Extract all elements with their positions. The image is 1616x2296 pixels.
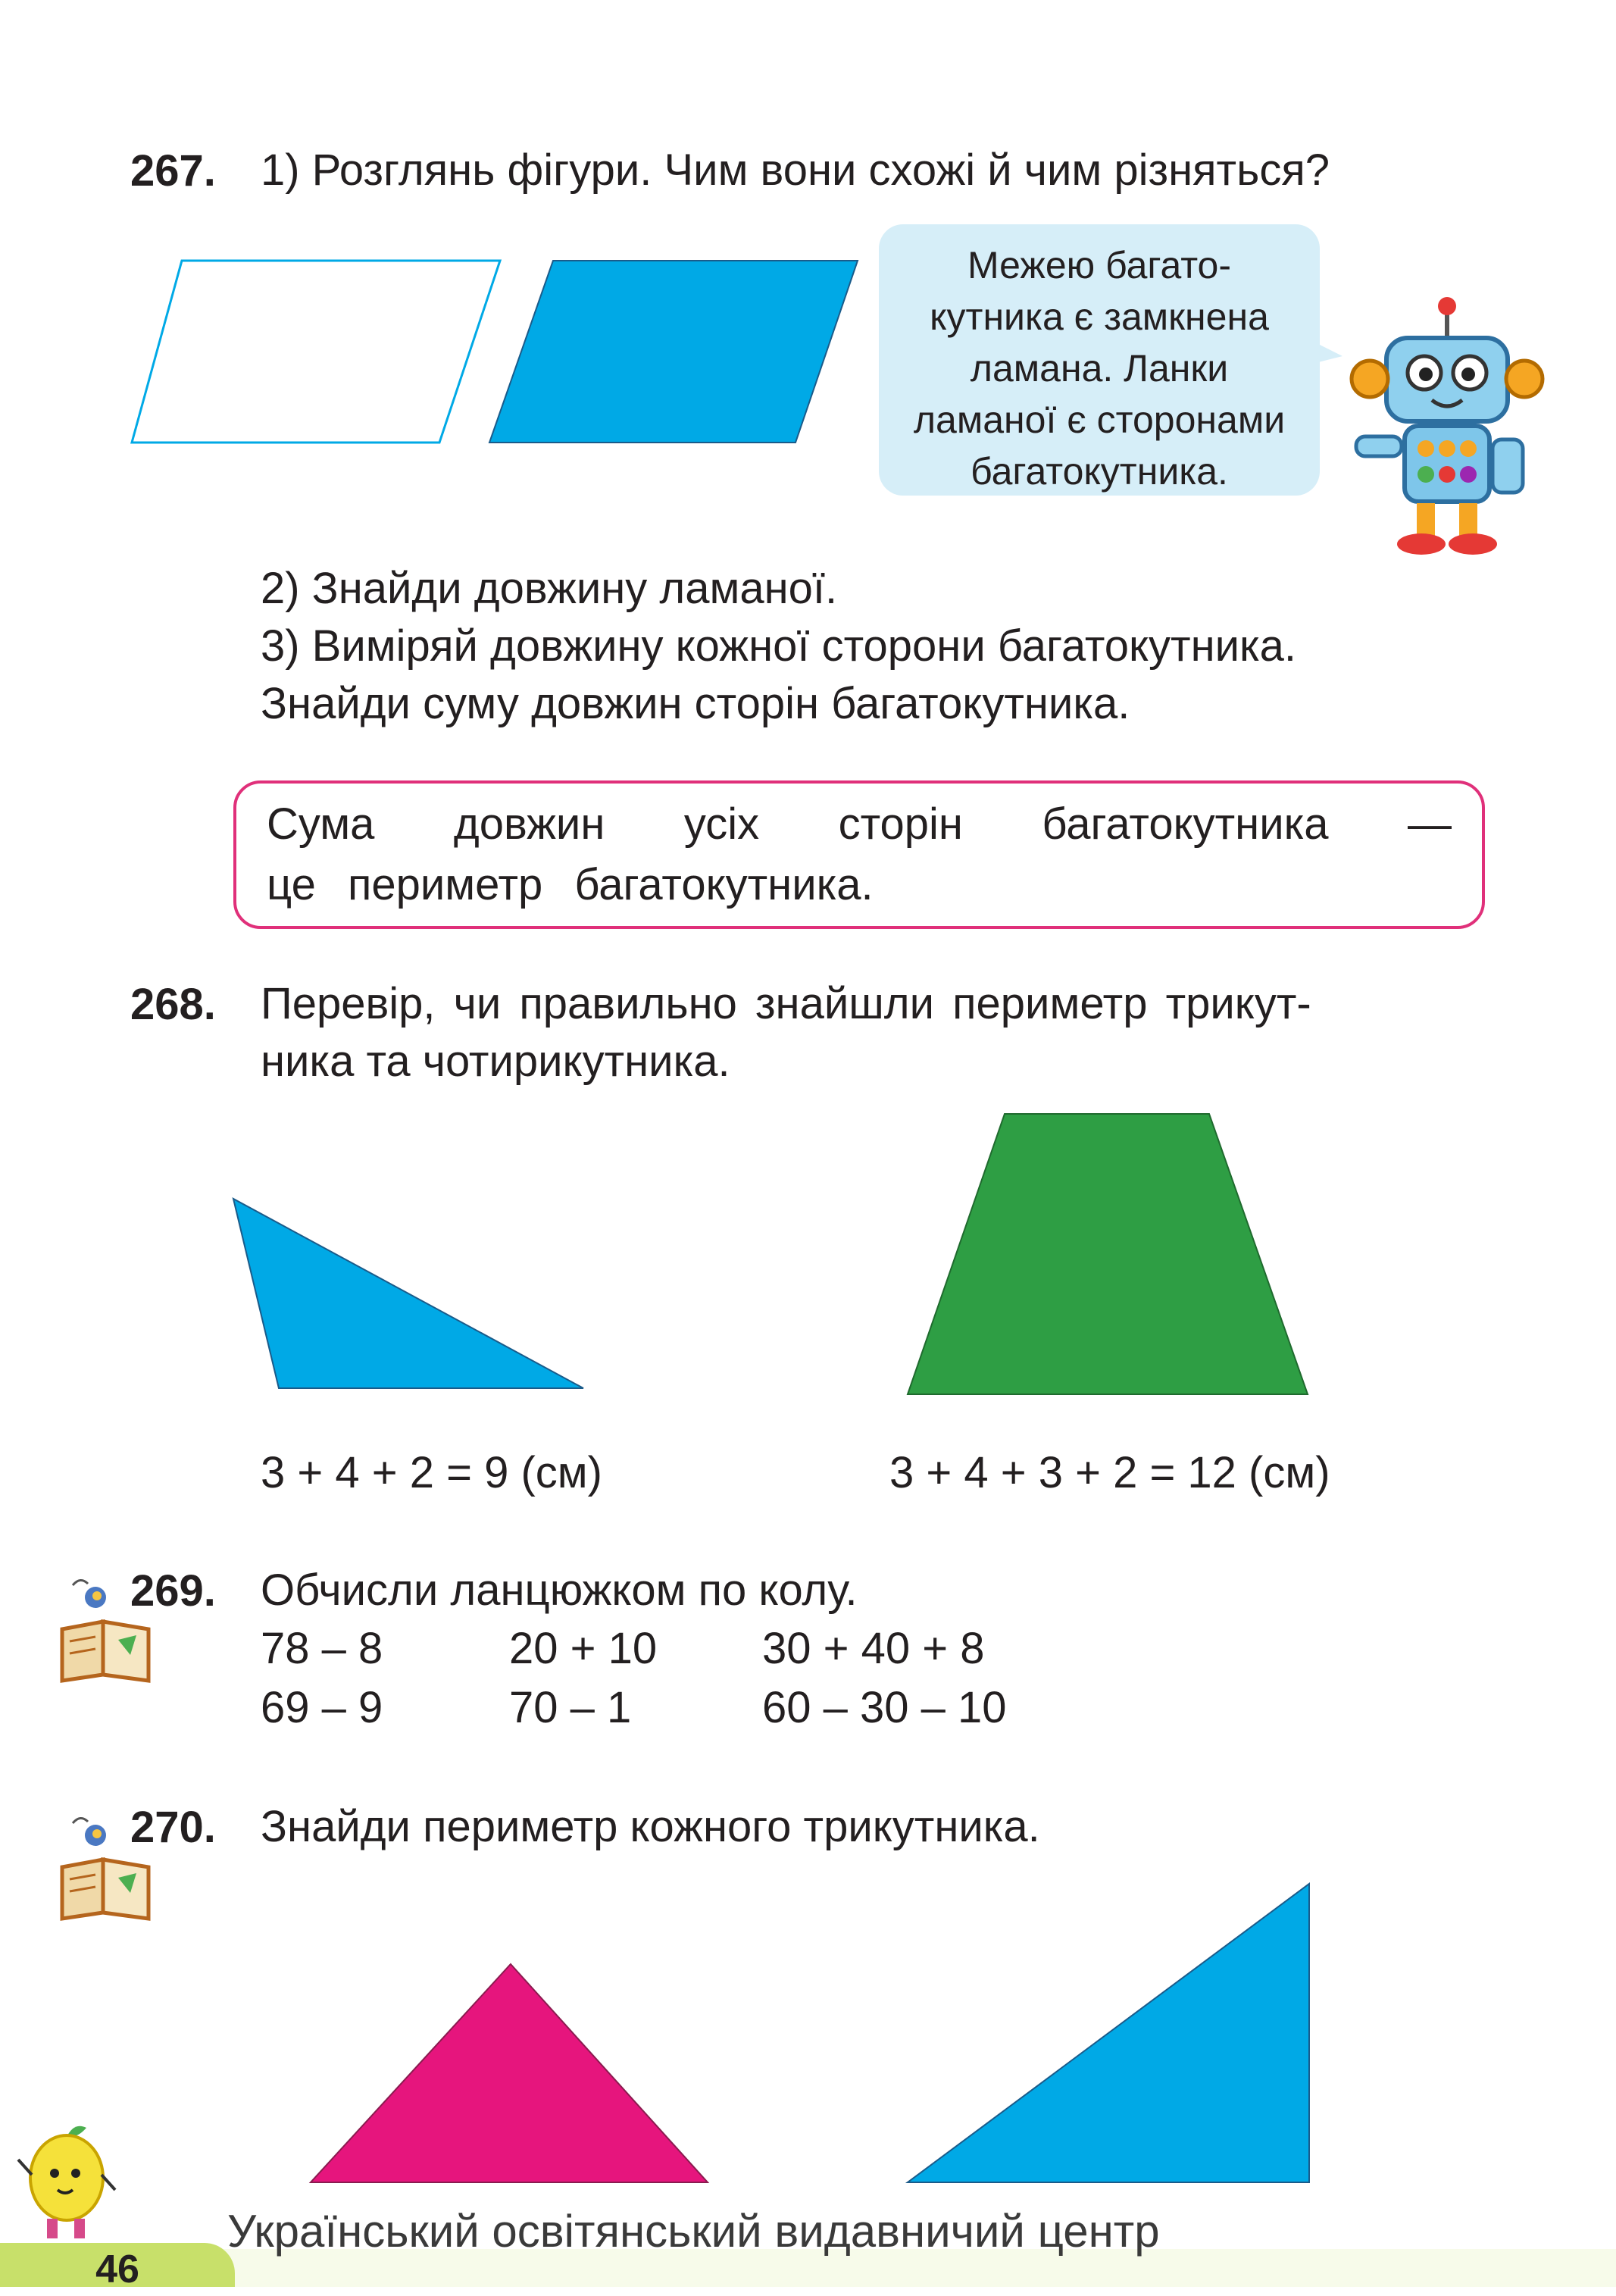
ex270-title: Знайди периметр кожного трикутника. — [261, 1802, 1040, 1851]
blue-right-triangle — [908, 1884, 1309, 2182]
ex268-line1: Перевір, чи правильно знайшли периметр трикут- — [261, 979, 1311, 1028]
exercise-number-268: 268. — [130, 980, 216, 1029]
magenta-triangle — [311, 1964, 708, 2182]
exercise-number-270: 270. — [130, 1803, 216, 1852]
chain-expr-6: 60 – 30 – 10 — [762, 1683, 1007, 1732]
quad-perimeter-calc: 3 + 4 + 3 + 2 = 12 (см) — [889, 1448, 1330, 1497]
ex269-title: Обчисли ланцюжком по колу. — [261, 1566, 858, 1615]
definition-word: сторін — [838, 799, 963, 849]
definition-box — [233, 780, 1485, 929]
ex267-task3-line1: 3) Виміряй довжину кожної сторони багатокутника. — [261, 621, 1297, 671]
lemon-mascot-icon — [14, 2122, 120, 2243]
bubble-line-3: ламана. Ланки — [970, 347, 1229, 389]
chain-expr-4: 69 – 9 — [261, 1683, 383, 1732]
definition-word: — — [1407, 799, 1452, 849]
bubble-tail-icon — [1312, 333, 1342, 371]
robot-illustration — [1341, 288, 1553, 561]
green-trapezoid — [908, 1114, 1308, 1394]
chain-expr-2: 20 + 10 — [509, 1624, 658, 1673]
bubble-line-4: ламаної є сторонами — [913, 399, 1286, 441]
bubble-line-1: Межею багато- — [967, 244, 1232, 286]
ex267-task2: 2) Знайди довжину ламаної. — [261, 564, 838, 613]
definition-line-2: це периметр багатокутника. — [267, 860, 874, 909]
chain-expr-5: 70 – 1 — [509, 1683, 632, 1732]
ex267-task3-line2: Знайди суму довжин сторін багатокутника. — [261, 679, 1130, 728]
chain-expr-3: 30 + 40 + 8 — [762, 1624, 985, 1673]
publisher-footer: Український освітянський видавничий центр — [227, 2206, 1160, 2257]
definition-word: довжин — [453, 799, 605, 849]
blue-triangle — [233, 1199, 583, 1388]
outlined-parallelogram — [132, 261, 500, 443]
triangle-perimeter-calc: 3 + 4 + 2 = 9 (см) — [261, 1448, 602, 1497]
definition-word: усіх — [683, 799, 760, 849]
robot-speech-bubble — [879, 224, 1320, 496]
definition-word: Сума — [267, 799, 375, 849]
exercise-number-267: 267. — [130, 146, 216, 196]
exercise-number-269: 269. — [130, 1566, 216, 1616]
page-number: 46 — [0, 2243, 235, 2287]
bubble-line-2: кутника є замкнена — [930, 296, 1269, 338]
bubble-line-5: багатокутника. — [971, 450, 1228, 493]
blue-parallelogram — [489, 261, 858, 443]
definition-word: багатокутника — [1042, 799, 1329, 849]
ex268-line2: ника та чотирикутника. — [261, 1037, 730, 1086]
chain-expr-1: 78 – 8 — [261, 1624, 383, 1673]
ex267-task1: 1) Розглянь фігури. Чим вони схожі й чим різняться? — [261, 145, 1330, 195]
definition-line-1 — [267, 794, 1452, 855]
